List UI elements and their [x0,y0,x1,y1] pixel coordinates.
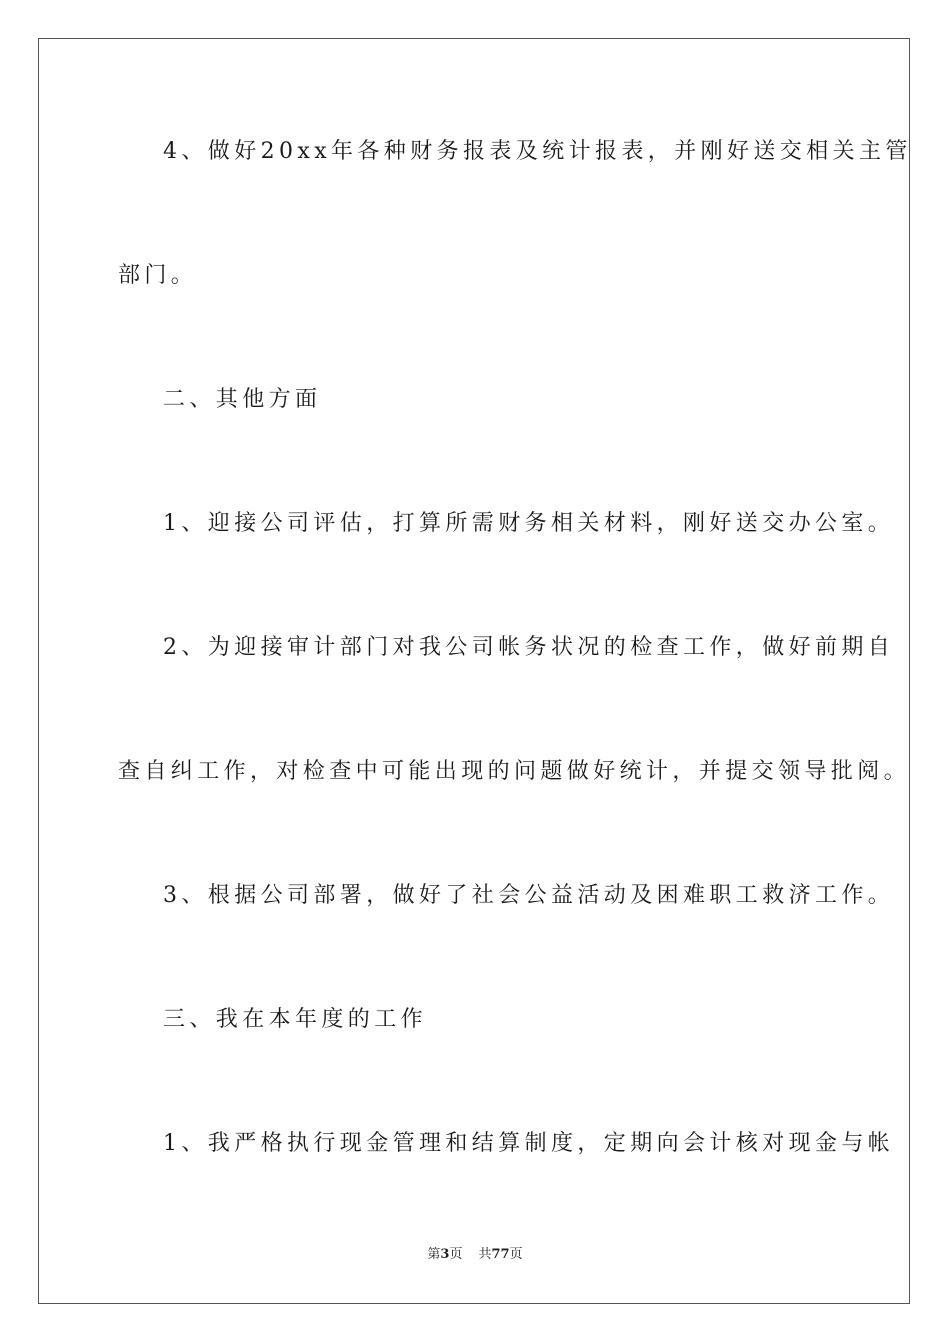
page-suffix: 页 [449,1247,463,1262]
page-prefix: 第 [427,1247,441,1262]
total-suffix: 页 [509,1247,523,1262]
paragraph-line-1: 4、做好20xx年各种财务报表及统计报表，并刚好送交相关主管 [163,139,912,164]
page-footer [0,1246,950,1264]
page-number: 3 [440,1247,450,1262]
section-heading-2: 二、其他方面 [163,387,322,412]
total-pages: 77 [491,1247,510,1262]
paragraph-line-5: 查自纠工作，对检查中可能出现的问题做好统计，并提交领导批阅。 [118,759,911,784]
paragraph-line-2: 部门。 [118,263,198,288]
paragraph-line-6: 3、根据公司部署，做好了社会公益活动及困难职工救济工作。 [163,883,895,908]
paragraph-line-4: 2、为迎接审计部门对我公司帐务状况的检查工作，做好前期自 [163,635,895,660]
section-heading-3: 三、我在本年度的工作 [163,1007,428,1032]
page-border [38,38,910,1304]
paragraph-line-7: 1、我严格执行现金管理和结算制度，定期向会计核对现金与帐 [163,1131,895,1156]
paragraph-line-3: 1、迎接公司评估，打算所需财务相关材料，刚好送交办公室。 [163,511,895,536]
total-prefix: 共 [478,1247,492,1262]
